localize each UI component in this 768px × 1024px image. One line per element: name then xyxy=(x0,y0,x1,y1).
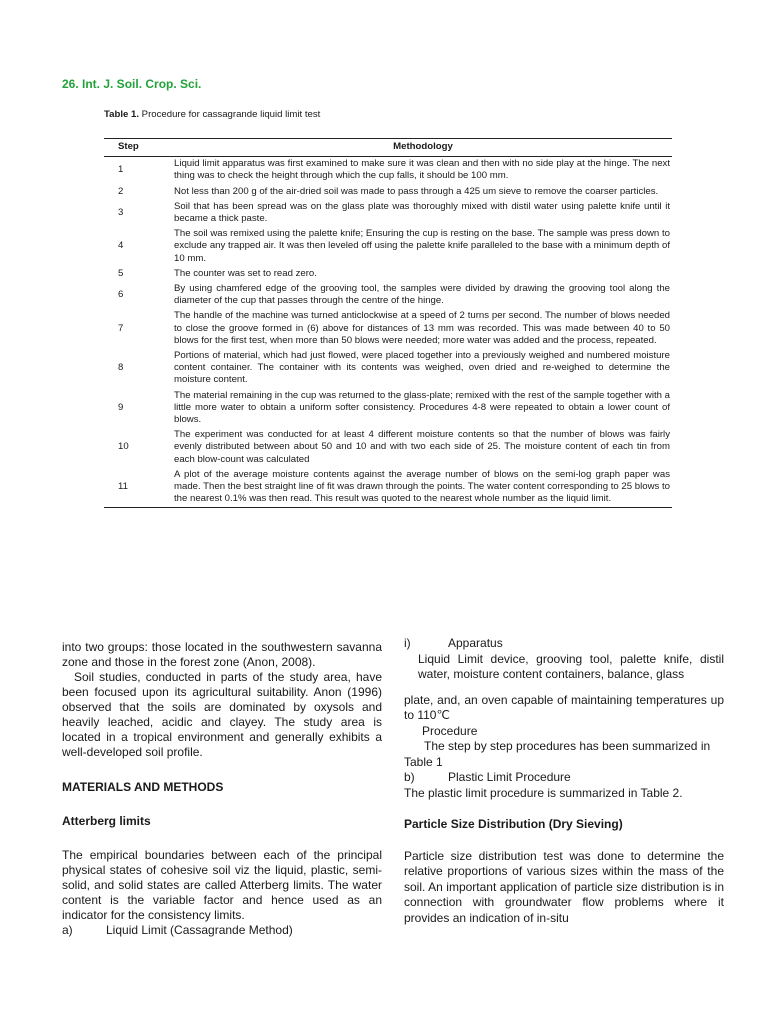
table-row xyxy=(104,349,672,389)
subheading-atterberg-limits: Atterberg limits xyxy=(62,814,151,828)
running-header: 26. Int. J. Soil. Crop. Sci. xyxy=(62,77,202,91)
table-caption-text: Procedure for cassagrande liquid limit test xyxy=(139,109,321,120)
step-methodology: The soil was remixed using the palette knife; Ensuring the cup is resting on the base. The sample was press down to exclude any trapped air. It was then leveled off using the palette knife paralleled to the base with a minimum depth of 10 mm. xyxy=(174,228,670,264)
list-item-liquid-limit xyxy=(62,923,382,938)
step-number: 9 xyxy=(118,401,124,413)
table-row xyxy=(104,468,672,508)
table-caption xyxy=(104,109,320,120)
left-column xyxy=(62,640,382,938)
step-number: 1 xyxy=(118,164,124,176)
table-row xyxy=(104,185,672,200)
procedure-table xyxy=(104,138,672,508)
step-number: 11 xyxy=(104,468,174,508)
table-row xyxy=(104,282,672,309)
paragraph-apparatus-continued: plate, and, an oven capable of maintaining temperatures up to 110℃ xyxy=(404,692,724,722)
procedure-text: The step by step procedures has been summarized in xyxy=(424,739,711,753)
step-number: 6 xyxy=(118,289,124,301)
list-item-plastic-limit xyxy=(404,770,724,786)
step-methodology: The material remaining in the cup was returned to the glass-plate; remixed with the rest of the sample together with a little more water to obtain a uniform softer consistency. Procedures 4-8 were repeated to obtain a lower count of blows. xyxy=(174,389,670,426)
paragraph-soil-studies: Soil studies, conducted in parts of the study area, have been focused upon its agricultural suitability. Anon (1996) observed that the soils are dominated by oxysols and heavily leached, acidic and clayey. The study area is located in a tropical environment and generally exhibits a well-developed soil profile. xyxy=(62,670,382,759)
step-number: 2 xyxy=(118,185,124,197)
step-methodology: The counter was set to read zero. xyxy=(174,267,317,279)
table-row xyxy=(104,389,672,429)
table-row xyxy=(104,428,672,468)
table-header-row xyxy=(104,139,672,157)
table-row xyxy=(104,227,672,267)
table-caption-label: Table 1. xyxy=(104,109,140,120)
step-number: 7 xyxy=(118,322,124,334)
step-methodology: Liquid limit apparatus was first examined to make sure it was clean and then with no side play at the hinge. The next thing was to check the height through which the cup falls, it should be 100 mm. xyxy=(174,158,670,182)
step-methodology: Soil that has been spread was on the glass plate was thoroughly mixed with distil water using palette knife until it became a thick paste. xyxy=(174,200,670,225)
section-heading-materials-methods: MATERIALS AND METHODS xyxy=(62,780,224,794)
step-methodology: Portions of material, which had just flowed, were placed together into a previously weighed and numbered moisture content container. The container with its contents was weighed, oven dried and re-weighed to determine the moisture content. xyxy=(174,350,670,386)
list-item-label: Apparatus xyxy=(448,636,503,650)
paragraph-atterberg: The empirical boundaries between each of the principal physical states of cohesive soil viz the liquid, plastic, semi-solid, and solid states are called Atterberg limits. The water content is the variable factor and hence used as an indicator for the consistency limits. xyxy=(62,848,382,922)
list-marker: b) xyxy=(404,770,415,784)
right-column xyxy=(404,636,724,926)
list-marker: a) xyxy=(62,923,73,937)
step-number: 4 xyxy=(118,240,124,252)
paragraph-apparatus: Liquid Limit device, grooving tool, palette knife, distil water, moisture content containers, balance, glass xyxy=(418,651,724,681)
paragraph-particle-size: Particle size distribution test was done to determine the relative proportions of various sizes within the mass of the soil. An important application of particle size distribution is in connection with groundwater flow problems where it provides an indication of in-situ xyxy=(404,848,724,925)
table-row xyxy=(104,309,672,349)
table-row xyxy=(104,267,672,282)
step-number: 3 xyxy=(118,206,124,218)
list-item-label: Liquid Limit (Cassagrande Method) xyxy=(106,923,293,937)
step-methodology: A plot of the average moisture contents against the average number of blows on the semi-log graph paper was made. Then the best straight line of fit was drawn through the points. The water content corresponding to 25 blows to the nearest 0.1% was then read. This result was quoted to the nearest whole number as the liquid limit. xyxy=(174,468,672,508)
procedure-table-reference: Table 1 xyxy=(404,754,443,769)
procedure-label: Procedure xyxy=(422,723,478,738)
list-item-label: Plastic Limit Procedure xyxy=(448,770,571,784)
list-marker: i) xyxy=(404,636,411,650)
column-header-step: Step xyxy=(104,139,174,157)
step-number: 10 xyxy=(118,441,129,453)
subheading-particle-size: Particle Size Distribution (Dry Sieving) xyxy=(404,817,623,831)
step-number: 8 xyxy=(118,362,124,374)
paragraph-plastic-limit: The plastic limit procedure is summarized in Table 2. xyxy=(404,785,683,800)
table-row xyxy=(104,200,672,227)
step-methodology: The experiment was conducted for at least 4 different moisture contents so that the number of blows was fairly evenly distributed between about 50 and 10 and with two each side of 25. The moisture content of each tin from each blow-count was calculated xyxy=(174,429,670,465)
step-methodology: Not less than 200 g of the air-dried soil was made to pass through a 425 um sieve to remove the coarser particles. xyxy=(174,185,659,197)
step-methodology: By using chamfered edge of the grooving tool, the samples were divided by drawing the grooving tool along the diameter of the cup that passes through the centre of the hinge. xyxy=(174,283,670,307)
step-methodology: The handle of the machine was turned anticlockwise at a speed of 2 turns per second. The number of blows needed to close the groove formed in (6) above for distances of 13 mm was recorded. This was made between 40 to 50 blows for the first test, when more than 50 blows were needed; more water was added and the process, repeated. xyxy=(174,310,670,346)
list-item-apparatus xyxy=(404,636,724,652)
table-row xyxy=(104,157,672,185)
column-header-methodology: Methodology xyxy=(174,139,672,157)
step-number: 5 xyxy=(118,267,124,279)
paragraph-regions: into two groups: those located in the southwestern savanna zone and those in the forest zone (Anon, 2008). xyxy=(62,640,382,669)
